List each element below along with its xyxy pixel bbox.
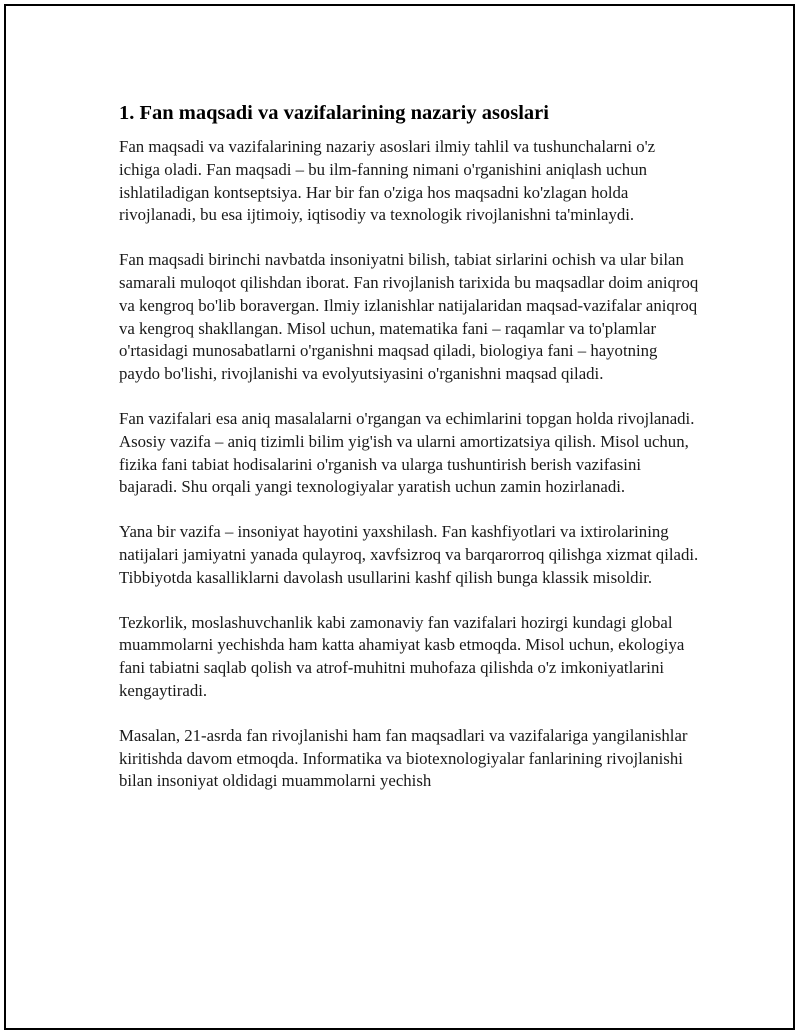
paragraph-2: Fan maqsadi birinchi navbatda insoniyatni bilish, tabiat sirlarini ochish va ular bilan samarali muloqot qilishdan iborat. Fan rivojlanish tarixida bu maqsadlar doim aniqroq va kengroq bo'lib boravergan. Ilmiy izlanishlar natijalaridan maqsad-vazifalar aniqroq va kengroq shakllangan. Misol uchun, matematika fani – raqamlar va to'plamlar o'rtasidagi munosabatlarni o'rganishni maqsad qiladi, biologiya fani – hayotning paydo bo'lishi, rivojlanishi va evolyutsiyasini o'rganishni maqsad qiladi. bbox=[119, 250, 699, 384]
paragraph-4: Yana bir vazifa – insoniyat hayotini yaxshilash. Fan kashfiyotlari va ixtirolarining natijalari jamiyatni yanada qulayroq, xavfsizroq va barqarorroq qilishga xizmat qiladi. Tibbiyotda kasalliklarni davolash usullarini kashf qilish bunga klassik misoldir. bbox=[119, 522, 699, 587]
document-body bbox=[119, 100, 699, 815]
paragraph-1: Fan maqsadi va vazifalarining nazariy asoslari ilmiy tahlil va tushunchalarni o'z ichiga oladi. Fan maqsadi – bu ilm-fanning nimani o'rganishini aniqlash uchun ishlatiladigan kontseptsiya. Har bir fan o'ziga hos maqsadni ko'zlagan holda rivojlanadi, bu esa ijtimoiy, iqtisodiy va texnologik rivojlanishni ta'minlaydi. bbox=[119, 137, 656, 225]
section-heading: 1. Fan maqsadi va vazifalarining nazariy asoslari bbox=[119, 102, 549, 124]
paragraph-3: Fan vazifalari esa aniq masalalarni o'rgangan va echimlarini topgan holda rivojlanadi. Asosiy vazifa – aniq tizimli bilim yig'ish va ularni amortizatsiya qilish. Misol uchun, fizika fani tabiat hodisalarini o'rganish va ularga tushuntirish berish vazifasini bajaradi. Shu orqali yangi texnologiyalar yaratish uchun zamin hozirlanadi. bbox=[119, 408, 695, 497]
paragraph-6: Masalan, 21-asrda fan rivojlanishi ham fan maqsadlari va vazifalariga yangilanishlar kiritishda davom etmoqda. Informatika va biotexnologiyalar fanlarining rivojlanishi bilan insoniyat oldidagi muammolarni yechish bbox=[119, 725, 688, 791]
paragraph-5: Tezkorlik, moslashuvchanlik kabi zamonaviy fan vazifalari hozirgi kundagi global muammolarni yechishda ham katta ahamiyat kasb etmoqda. Misol uchun, ekologiya fani tabiatni saqlab qolish va atrof-muhitni muhofaza qilishda o'z imkoniyatlarini kengaytiradi. bbox=[119, 612, 685, 700]
page-frame bbox=[4, 4, 795, 1030]
